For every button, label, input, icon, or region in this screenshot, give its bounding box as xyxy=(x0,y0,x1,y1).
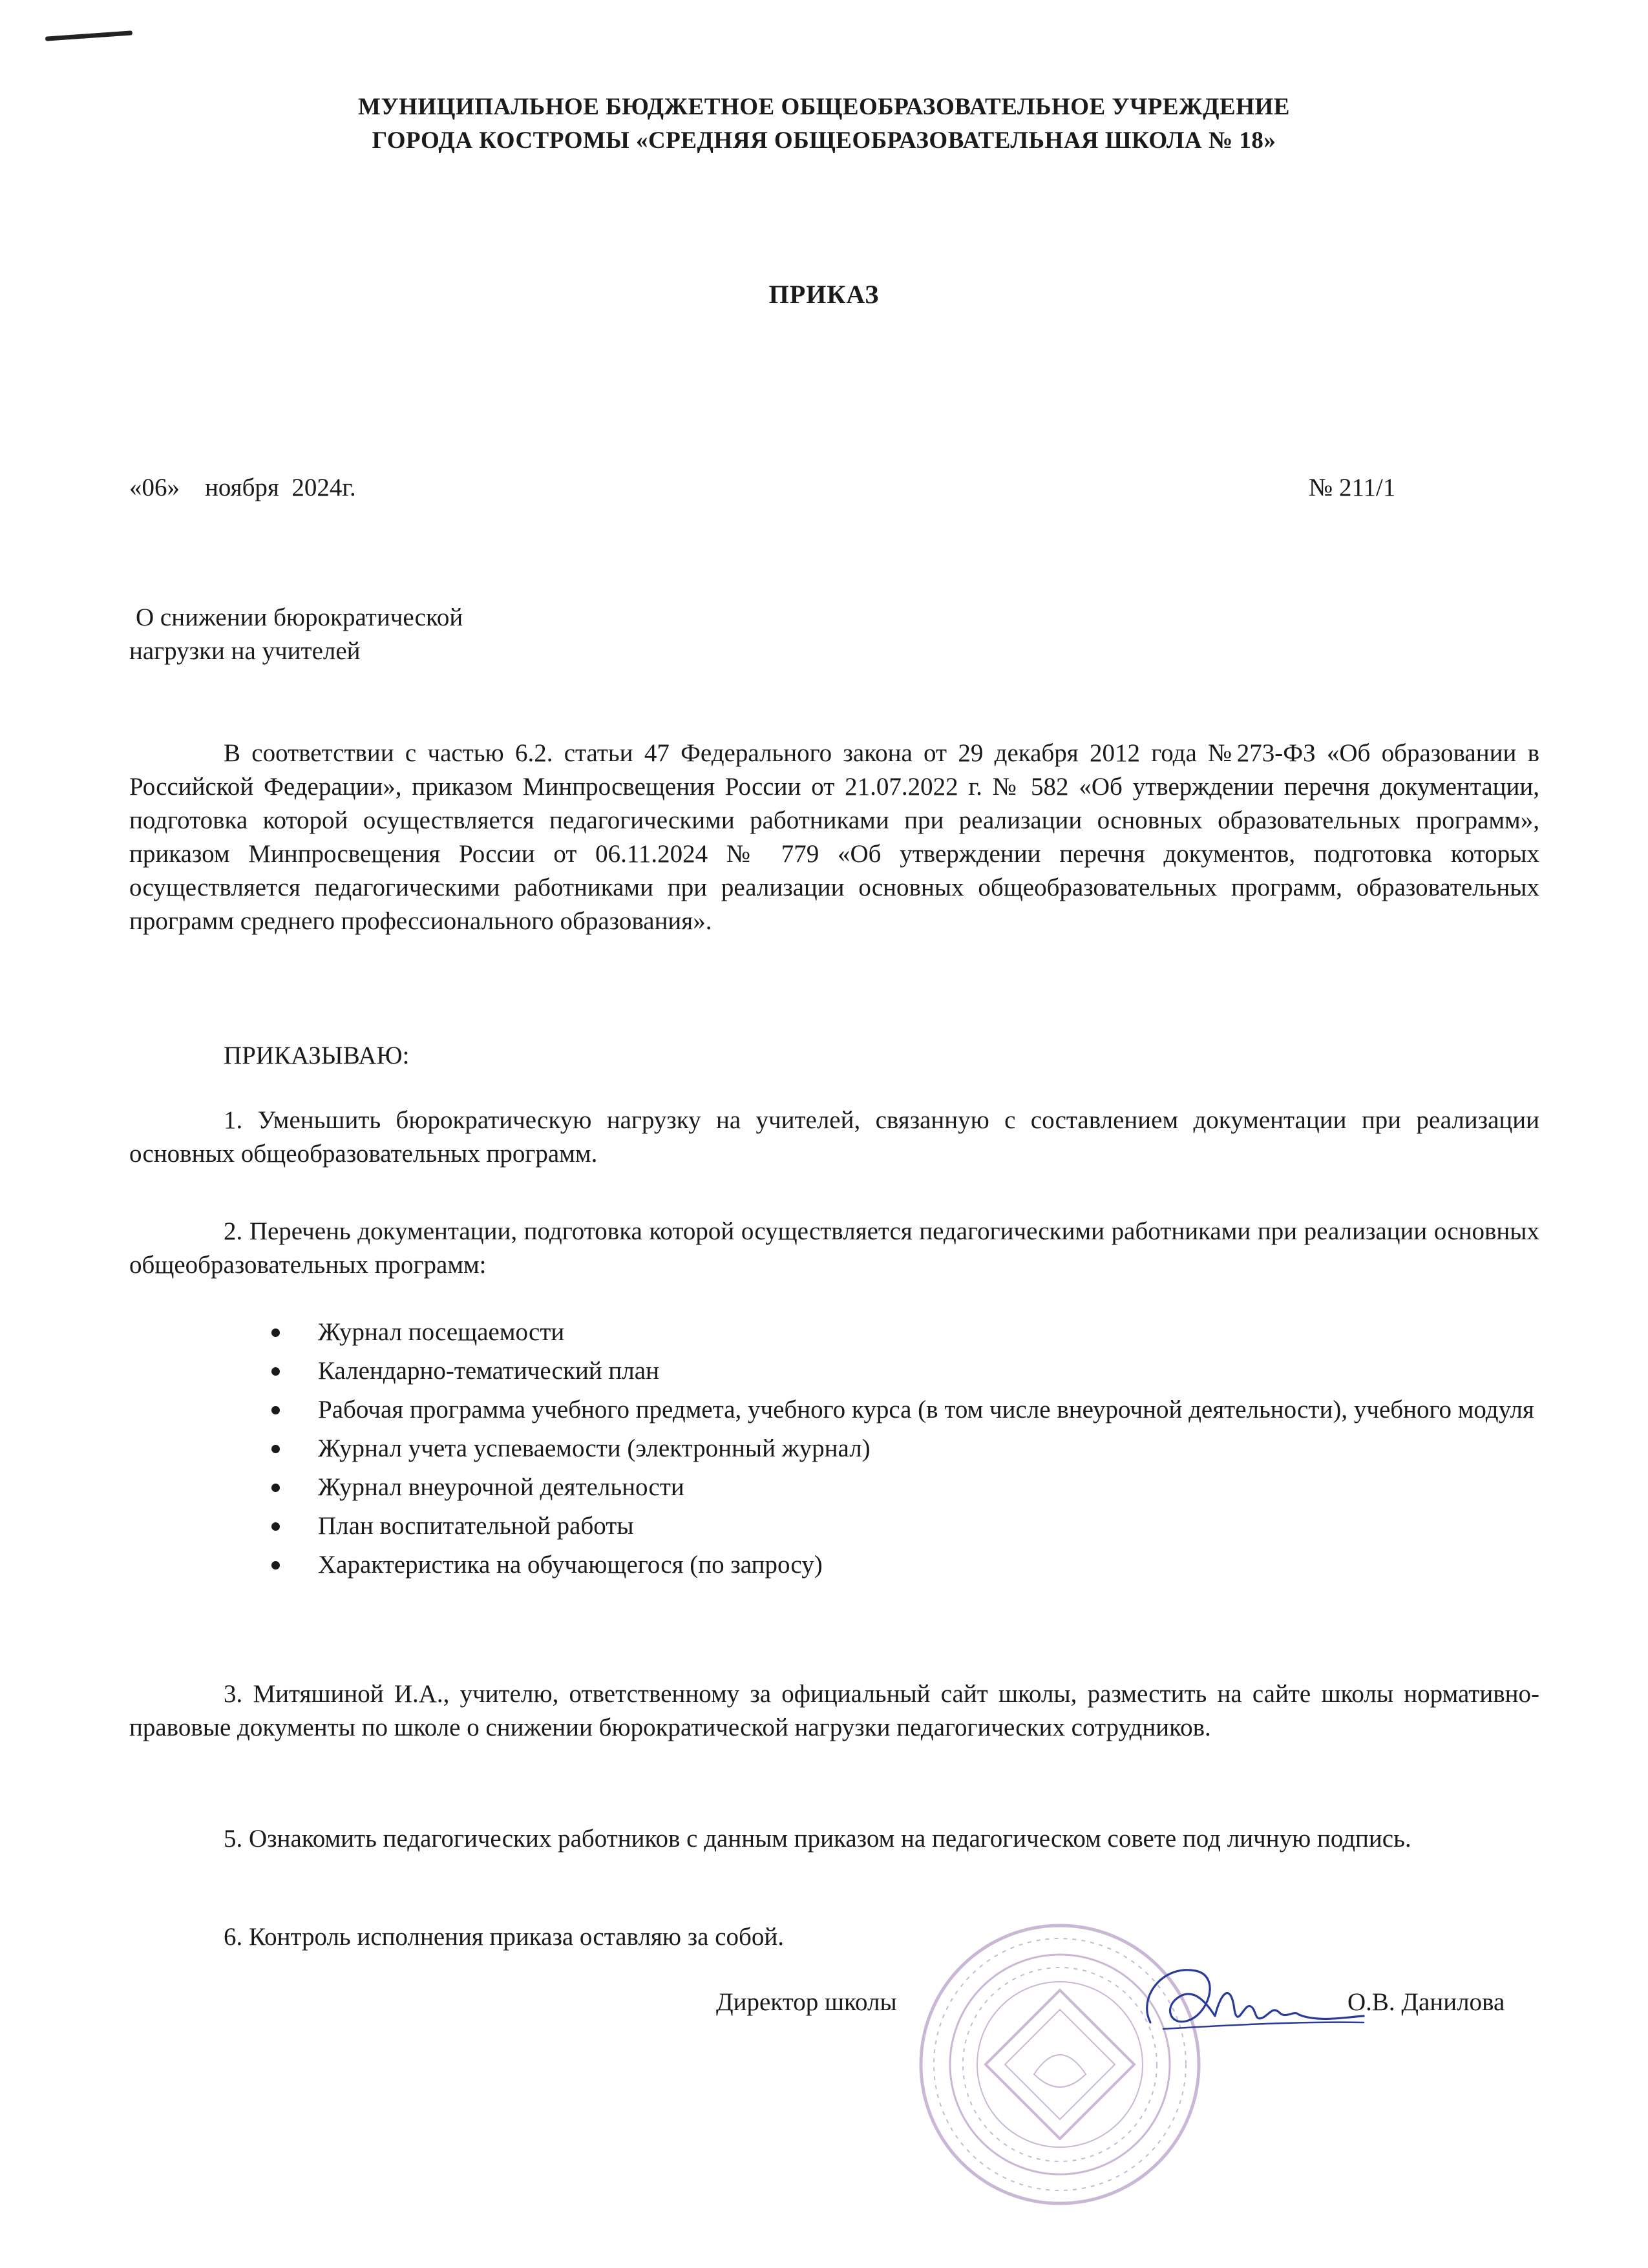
order-subject xyxy=(129,601,463,668)
order-word-block xyxy=(129,1039,1539,1073)
order-number: № 211/1 xyxy=(1309,474,1396,501)
organization-header xyxy=(0,90,1648,158)
subject-line-1: О снижении бюрократической xyxy=(136,604,463,631)
signature-title: Директор школы xyxy=(716,1988,897,2016)
org-line-1: МУНИЦИПАЛЬНОЕ БЮДЖЕТНОЕ ОБЩЕОБРАЗОВАТЕЛЬНОЕ УЧРЕЖДЕНИЕ xyxy=(358,94,1290,120)
order-word: ПРИКАЗЫВАЮ: xyxy=(224,1042,410,1069)
item-6-text: 6. Контроль исполнения приказа оставляю за собой. xyxy=(224,1923,784,1951)
order-date: «06» ноября 2024г. xyxy=(129,474,356,501)
item-2 xyxy=(129,1215,1539,1282)
org-line-2: ГОРОДА КОСТРОМЫ «СРЕДНЯЯ ОБЩЕОБРАЗОВАТЕЛЬНАЯ ШКОЛА № 18» xyxy=(372,127,1276,154)
document-title: ПРИКАЗ xyxy=(768,280,880,309)
preamble-text: В соответствии с частью 6.2. статьи 47 Федерального закона от 29 декабря 2012 года №273-ФЗ «Об образовании в Российской Федерации», приказом Минпросвещения России от 21.07.2022 г. № 582 «Об утверждении перечня документации, подготовка которой осуществляется педагогическими работниками при реализации основных образовательных программ», приказом Минпросвещения России от 06.11.2024 № 779 «Об утверждении перечня документов, подготовка которых осуществляется педагогическими работниками при реализации основных общеобразовательных программ, образовательных программ среднего профессионального образования». xyxy=(129,739,1539,935)
list-item: План воспитательной работы xyxy=(271,1509,1541,1543)
item-3 xyxy=(129,1677,1539,1745)
list-item: Журнал учета успеваемости (электронный журнал) xyxy=(271,1432,1541,1465)
list-item: Журнал внеурочной деятельности xyxy=(271,1471,1541,1504)
preamble-paragraph xyxy=(129,737,1539,938)
item-5-text: 5. Ознакомить педагогических работников с данным приказом на педагогическом совете под личную подпись. xyxy=(224,1825,1411,1853)
item-5 xyxy=(129,1822,1539,1856)
item-2-text: 2. Перечень документации, подготовка которой осуществляется педагогическими работниками при реализации основных общеобразовательных программ: xyxy=(129,1217,1539,1279)
signature-name: О.В. Данилова xyxy=(1347,1988,1505,2016)
list-item: Журнал посещаемости xyxy=(271,1316,1541,1349)
documentation-list xyxy=(271,1316,1541,1587)
item-3-text: 3. Митяшиной И.А., учителю, ответственному за официальный сайт школы, разместить на сайте школы нормативно-правовые документы по школе о снижении бюрократической нагрузки педагогических сотрудников. xyxy=(129,1680,1539,1741)
list-item: Характеристика на обучающегося (по запросу) xyxy=(271,1548,1541,1582)
item-1 xyxy=(129,1104,1539,1171)
scan-artifact xyxy=(45,30,132,41)
item-1-text: 1. Уменьшить бюрократическую нагрузку на учителей, связанную с составлением документации при реализации основных общеобразовательных программ. xyxy=(129,1106,1539,1168)
list-item: Рабочая программа учебного предмета, учебного курса (в том числе внеурочной деятельности), учебного модуля xyxy=(271,1393,1541,1427)
list-item: Календарно-тематический план xyxy=(271,1354,1541,1388)
director-signature xyxy=(1125,1945,1370,2055)
subject-line-2: нагрузки на учителей xyxy=(129,637,361,665)
